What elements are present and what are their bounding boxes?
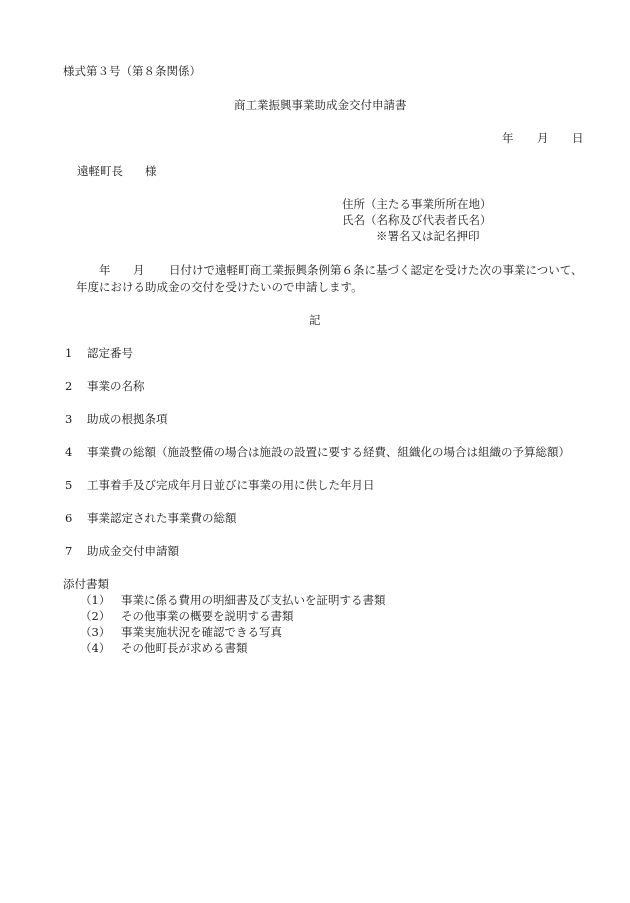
item-number: 1 bbox=[65, 346, 73, 360]
body-month: 月 bbox=[133, 263, 145, 277]
item-text: 助成の根拠条項 bbox=[87, 412, 168, 426]
form-number: 様式第３号（第８条関係） bbox=[63, 64, 201, 78]
item-text: 工事着手及び完成年月日並びに事業の用に供した年月日 bbox=[87, 478, 375, 492]
attachment-number: （2） bbox=[80, 609, 111, 623]
item-number: 4 bbox=[65, 445, 73, 459]
attachment-text: その他事業の概要を説明する書類 bbox=[121, 609, 294, 623]
item-text: 助成金交付申請額 bbox=[87, 544, 179, 558]
attachment-number: （3） bbox=[80, 625, 111, 639]
applicant-name-label: 氏名（名称及び代表者氏名） bbox=[342, 213, 492, 227]
item-number: 5 bbox=[65, 478, 73, 492]
item-text: 事業の名称 bbox=[87, 379, 145, 393]
item-number: 7 bbox=[65, 544, 73, 558]
addressee-honorific: 様 bbox=[145, 164, 157, 178]
item-number: 6 bbox=[65, 511, 73, 525]
ki-heading: 記 bbox=[309, 313, 321, 327]
item-number: 2 bbox=[65, 379, 73, 393]
applicant-address-label: 住所（主たる事業所所在地） bbox=[342, 197, 492, 211]
item-text: 事業費の総額（施設整備の場合は施設の設置に要する経費、組織化の場合は組織の予算総額） bbox=[87, 445, 570, 459]
attachment-text: 事業に係る費用の明細書及び支払いを証明する書類 bbox=[121, 593, 386, 607]
body-line2: 年度における助成金の交付を受けたいので申請します。 bbox=[76, 280, 363, 294]
addressee-name: 遠軽町長 bbox=[77, 164, 123, 178]
item-number: 3 bbox=[65, 412, 73, 426]
date-year: 年 bbox=[502, 131, 514, 145]
attachment-text: 事業実施状況を確認できる写真 bbox=[121, 625, 282, 639]
attachment-number: （1） bbox=[80, 593, 111, 607]
attachment-text: その他町長が求める書類 bbox=[121, 641, 248, 655]
date-month: 月 bbox=[537, 131, 549, 145]
item-text: 事業認定された事業費の総額 bbox=[87, 511, 237, 525]
body-year: 年 bbox=[99, 263, 111, 277]
body-line1: 日付けで遠軽町商工業振興条例第６条に基づく認定を受けた次の事業について、 bbox=[169, 263, 583, 277]
signature-note: ※署名又は記名押印 bbox=[376, 229, 480, 243]
date-day: 日 bbox=[572, 131, 584, 145]
attachment-number: （4） bbox=[80, 641, 111, 655]
document-title: 商工業振興事業助成金交付申請書 bbox=[234, 98, 407, 112]
item-text: 認定番号 bbox=[87, 346, 133, 360]
attachments-heading: 添付書類 bbox=[63, 577, 109, 591]
